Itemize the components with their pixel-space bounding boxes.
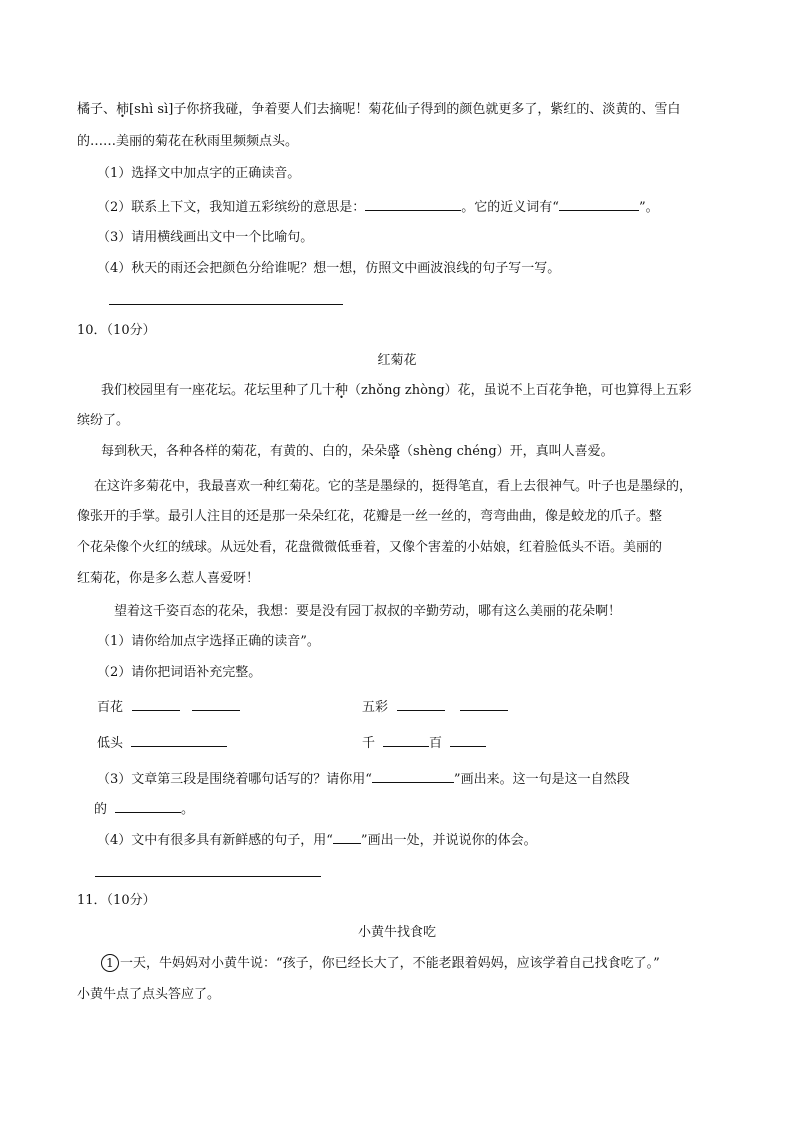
q10-paragraph-2: 每到秋天，各种各样的菊花，有黄的、白的，朵朵盛（shèng chéng）开，真叫人喜爱。 — [101, 444, 614, 459]
answer-blank[interactable] — [131, 734, 227, 747]
answer-blank[interactable] — [192, 698, 240, 711]
dotted-char: 柿 — [116, 102, 130, 117]
q9-sub-question-2: （2）联系上下文，我知道五彩缤纷的意思是： 。它的近义词有“ ”。 — [97, 200, 659, 215]
answer-blank[interactable] — [333, 831, 361, 844]
q10-paragraph-3-line-4: 红菊花，你是多么惹人喜爱呀！ — [77, 571, 260, 586]
q9-sub-question-1: （1）选择文中加点字的正确读音。 — [97, 166, 301, 181]
word-fill-3: 低头 — [97, 734, 227, 753]
q10-sub-question-1: （1）请你给加点字选择正确的读音”。 — [97, 634, 320, 649]
q10-header: 10．（10分） — [77, 323, 156, 338]
answer-blank[interactable] — [450, 734, 486, 747]
answer-line[interactable] — [109, 304, 343, 305]
q9-passage-line-2: 的……美丽的菊花在秋雨里频频点头。 — [77, 134, 299, 149]
q10-paragraph-3-line-1: 在这许多菊花中，我最喜欢一种红菊花。它的茎是墨绿的，挺得笔直，看上去很神气。叶子也是墨绿的， — [94, 479, 693, 494]
q10-sub-question-3-cont: 的 。 — [94, 802, 195, 817]
q10-sub-question-2: （2）请你把词语补充完整。 — [97, 665, 262, 680]
q11-header: 11．（10分） — [77, 893, 156, 908]
answer-blank[interactable] — [372, 770, 454, 783]
answer-blank[interactable] — [115, 800, 181, 813]
q9-passage-line-1: 橘子、柿[shì sì]子你挤我碰，争着要人们去摘呢！菊花仙子得到的颜色就更多了，紫红的、淡黄的、雪白 — [77, 102, 681, 117]
word-fill-1: 百花 — [97, 698, 240, 717]
answer-blank[interactable] — [383, 734, 429, 747]
word-fill-4: 千 百 — [362, 734, 486, 753]
q10-paragraph-3-line-3: 个花朵像个火红的绒球。从远处看，花盘微微低垂着，又像个害羞的小姑娘，红着脸低头不语。美丽的 — [77, 540, 663, 555]
answer-blank[interactable] — [460, 698, 508, 711]
word-fill-2: 五彩 — [362, 698, 508, 717]
q10-paragraph-1: 我们校园里有一座花坛。花坛里种了几十种（zhǒng zhòng）花，虽说不上百花争艳，可也算得上五彩 — [101, 383, 692, 398]
answer-blank[interactable] — [132, 698, 180, 711]
answer-line[interactable] — [95, 876, 321, 877]
dotted-char: 种 — [335, 383, 349, 398]
q10-paragraph-4: 望着这千姿百态的花朵，我想：要是没有园丁叔叔的辛勤劳动，哪有这么美丽的花朵啊！ — [114, 604, 622, 619]
q11-paragraph-1-cont: 小黄牛点了点头答应了。 — [77, 987, 221, 1002]
answer-blank[interactable] — [559, 198, 639, 211]
answer-blank[interactable] — [397, 698, 445, 711]
answer-blank[interactable] — [365, 198, 461, 211]
circled-number: 1 — [101, 954, 119, 972]
q9-sub-question-3: （3）请用横线画出文中一个比喻句。 — [97, 230, 314, 245]
q10-title: 红菊花 — [377, 353, 417, 368]
q11-paragraph-1: 1 一天，牛妈妈对小黄牛说：“孩子，你已经长大了，不能老跟着妈妈，应该学着自己找食吃了。” — [101, 954, 660, 973]
q9-sub-question-4: （4）秋天的雨还会把颜色分给谁呢？想一想，仿照文中画波浪线的句子写一写。 — [97, 261, 561, 276]
dotted-char: 盛 — [387, 444, 401, 459]
q11-title: 小黄牛找食吃 — [357, 925, 436, 940]
q10-sub-question-3: （3）文章第三段是围绕着哪句话写的？请你用“ ”画出来。这一句是这一自然段 — [97, 772, 630, 787]
q10-sub-question-4: （4）文中有很多具有新鲜感的句子，用“ ”画出一处，并说说你的体会。 — [97, 833, 537, 848]
q10-paragraph-3-line-2: 像张开的手掌。最引人注目的还是那一朵朵红花，花瓣是一丝一丝的，弯弯曲曲，像是蛟龙的爪子。整 — [77, 509, 663, 524]
q10-paragraph-1-cont: 缤纷了。 — [77, 413, 130, 428]
